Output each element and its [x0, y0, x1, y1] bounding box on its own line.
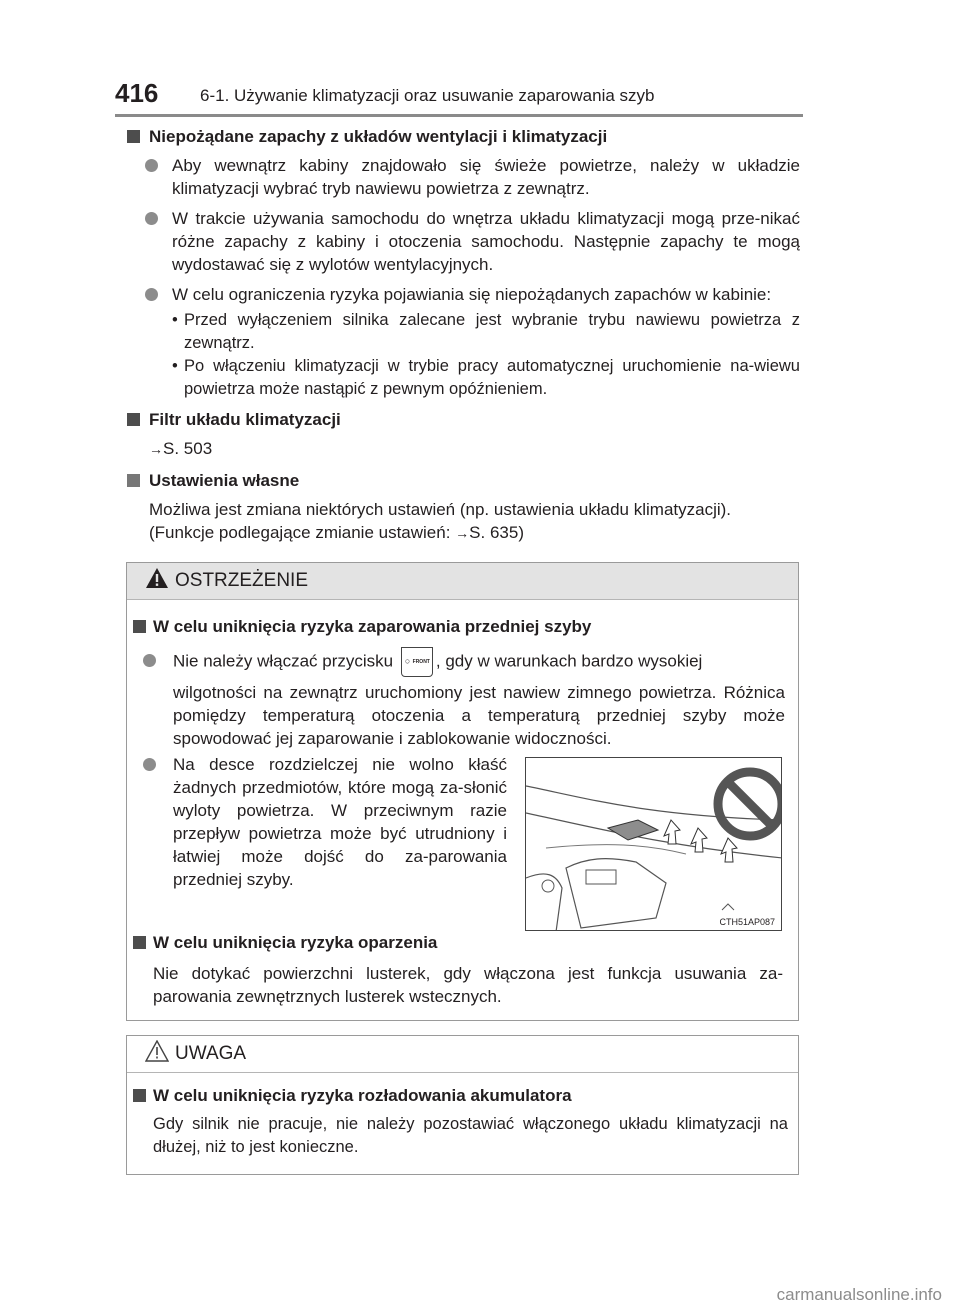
sub-bullets: [127, 309, 800, 401]
notice-box: [126, 1035, 799, 1175]
square-bullet-icon: [127, 474, 140, 487]
custom-settings-text: Możliwa jest zmiana niektórych ustawień (np. ustawienia układu klimatyzacji). (Funkcje podlegające zmianie ustawień: →S. 635): [149, 500, 732, 542]
filter-ref[interactable]: →S. 503: [149, 439, 213, 458]
notice-header: [127, 1036, 798, 1073]
sub-bullet: • Po włączeniu klimatyzacji w trybie pracy automatycznej uruchomienie na-wiewu powietrza może nastąpić z pewnym opóźnieniem.: [172, 357, 800, 398]
square-bullet-icon: [127, 413, 140, 426]
round-bullet-icon: [145, 159, 158, 172]
warning-bullet-dashboard: Na desce rozdzielczej nie wolno kłaść żadnych przedmiotów, które mogą za-słonić wyloty powietrza. W przeciwnym razie przepływ powietrza może być utrudniony i łatwiej może dojść do za-parowania przedniej szyby.: [135, 753, 507, 891]
sub-bullet: • Przed wyłączeniem silnika zalecane jest wybranie trybu nawiewu powietrza z zewnątrz.: [172, 311, 800, 352]
square-bullet-icon: [133, 936, 146, 949]
main-content: [127, 125, 800, 545]
bullet-fresh-air: Aby wewnątrz kabiny znajdowało się świeże powietrze, należy w układzie klimatyzacji wybrać tryb nawiewu powietrza z zewnątrz.: [127, 154, 800, 200]
front-defroster-button-icon: ○ FRONT: [401, 647, 433, 677]
page-number: 416: [115, 78, 159, 108]
heading-filter: Filtr układu klimatyzacji: [127, 408, 800, 431]
round-bullet-icon: [145, 288, 158, 301]
notice-body: W celu uniknięcia ryzyka rozładowania akumulatora Gdy silnik nie pracuje, nie należy pozostawiać włączonego układu klimatyzacji na dłużej, niż to jest konieczne.: [133, 1084, 788, 1159]
dashboard-drawing: [526, 758, 782, 931]
round-bullet-icon: [143, 654, 156, 667]
heading-odors: Niepożądane zapachy z układów wentylacji i klimatyzacji: [127, 125, 800, 148]
header-rule: [115, 114, 803, 117]
watermark: carmanualsonline.info: [776, 1285, 942, 1304]
square-bullet-icon: [133, 620, 146, 633]
notice-title: UWAGA: [175, 1043, 247, 1064]
arrow-icon: →: [149, 441, 163, 457]
warning-bullet-front-button: Nie należy włączać przycisku ○ FRONT , gdy w warunkach bardzo wysokiej wilgotności na zewnątrz uruchomiony jest nawiew zimnego powietrza. Różnica pomiędzy temperaturą otoczenia a temperaturą przedniej szyby może spowodować jej zaparowanie i zablokowanie widoczności.: [135, 647, 785, 750]
round-bullet-icon: [143, 758, 156, 771]
dashboard-illustration: [525, 757, 782, 931]
figure-code: CTH51AP087: [719, 917, 775, 927]
round-bullet-icon: [145, 212, 158, 225]
warning-heading-burn: W celu uniknięcia ryzyka oparzenia Nie dotykać powierzchni lusterek, gdy włączona jest funkcja usuwania za-parowania zewnętrznych lusterek wstecznych.: [133, 931, 783, 1008]
arrow-icon: →: [455, 525, 470, 541]
caution-triangle-icon: [145, 1040, 169, 1062]
section-title: 6-1. Używanie klimatyzacji oraz usuwanie zaparowania szyb: [200, 86, 655, 105]
heading-custom-settings: Ustawienia własne: [127, 469, 800, 492]
warning-title: OSTRZEŻENIE: [175, 570, 309, 591]
square-bullet-icon: [127, 130, 140, 143]
warning-heading-fog: W celu uniknięcia ryzyka zaparowania przedniej szyby: [133, 615, 793, 638]
warning-header: [127, 563, 798, 600]
square-bullet-icon: [133, 1089, 146, 1102]
settings-ref-link[interactable]: S. 635): [469, 523, 524, 542]
bullet-odors-inside: W trakcie używania samochodu do wnętrza układu klimatyzacji mogą prze-nikać różne zapachy z kabiny i otoczenia samochodu. Następnie zapachy te mogą wydostawać się z wylotów wentylacyjnych.: [127, 207, 800, 276]
warning-triangle-icon: [145, 567, 169, 589]
bullet-reduce-odors: W celu ograniczenia ryzyka pojawiania się niepożądanych zapachów w kabinie:: [127, 283, 800, 306]
page-header: [0, 0, 960, 118]
